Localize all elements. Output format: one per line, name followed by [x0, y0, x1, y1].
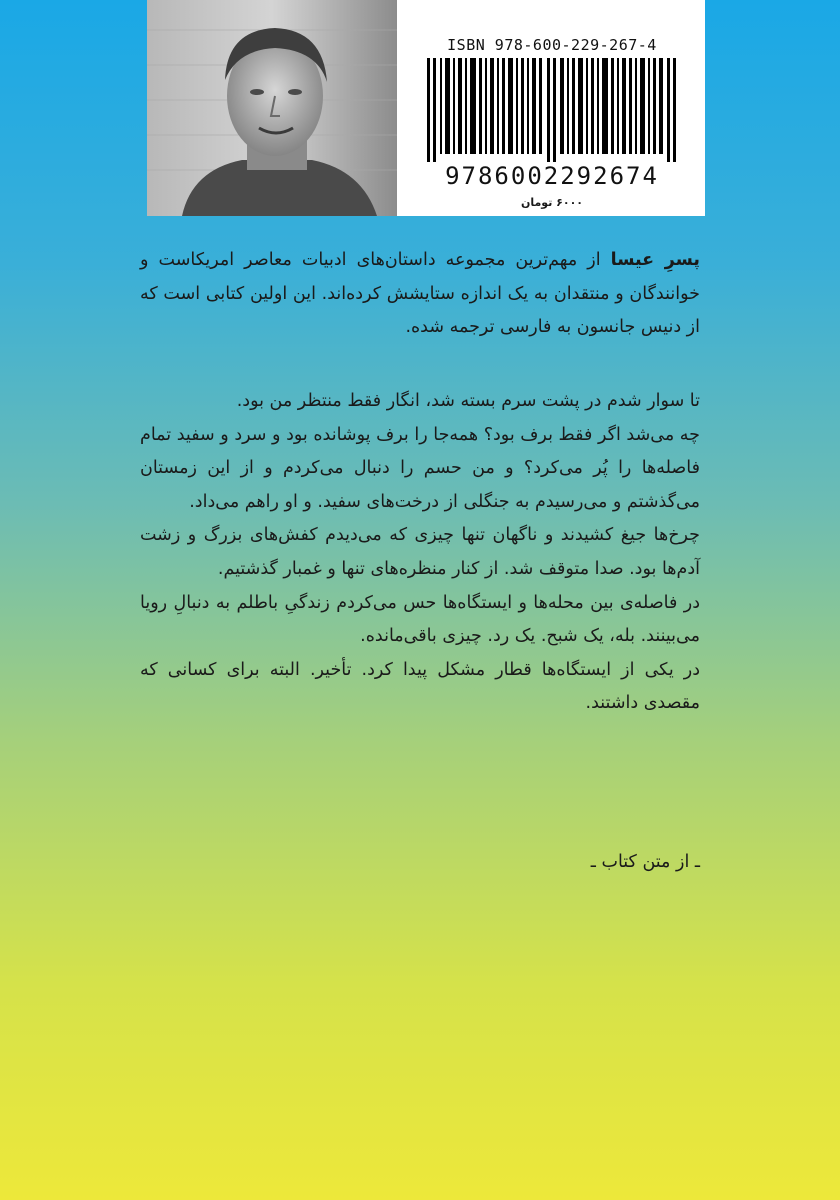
excerpt-paragraph: چه می‌شد اگر فقط برف بود؟ همه‌جا را برف پوشانده بود و سرد و سفید تمام فاصله‌ها را پُر می‌کرد؟ و من حسم را دنبال می‌کردم و از این زمستان می‌گذشتم و می‌رسیدم به جنگلی از درخت‌های سفید. و او راهم می‌داد. — [140, 424, 700, 512]
barcode-bars — [427, 58, 677, 162]
excerpt-paragraph: در فاصله‌ی بین محله‌ها و ایستگاه‌ها حس می‌کردم زندگیِ باطلم به دنبالِ رویا می‌بینند. بله، یک شبح. یک رد. چیزی باقی‌مانده. — [140, 592, 700, 647]
excerpt-paragraph: تا سوار شدم در پشت سرم بسته شد، انگار فقط منتظر من بود. — [236, 391, 700, 411]
barcode-panel — [397, 0, 705, 216]
price-label: ۶۰۰۰ تومان — [520, 196, 584, 209]
book-title: پسرِ عیسا — [610, 250, 700, 270]
barcode-digits: 9786002292674 — [445, 162, 659, 190]
intro-paragraph — [140, 244, 700, 345]
excerpt-paragraph: در یکی از ایستگاه‌ها قطار مشکل پیدا کرد. تأخیر. البته برای کسانی که مقصدی داشتند. — [140, 659, 700, 714]
excerpt-block — [140, 385, 700, 721]
excerpt-paragraph: چرخ‌ها جیغ کشیدند و ناگهان تنها چیزی که می‌دیدم کفش‌های بزرگ و زشت آدم‌ها بود. صدا متوقف شد. از کنار منظره‌های تنها و غمبار گذشتیم. — [140, 525, 700, 579]
isbn-label: ISBN 978-600-229-267-4 — [447, 36, 657, 54]
excerpt-source: ـ از متن کتاب ـ — [590, 852, 700, 872]
intro-text: از مهم‌ترین مجموعه داستان‌های ادبیات معاصر امریکاست و خوانندگان و منتقدان به یک اندازه ستایشش کرده‌اند. این اولین کتابی است که از دنیس جانسون به فارسی ترجمه شده. — [140, 250, 700, 338]
author-photo — [147, 0, 397, 216]
